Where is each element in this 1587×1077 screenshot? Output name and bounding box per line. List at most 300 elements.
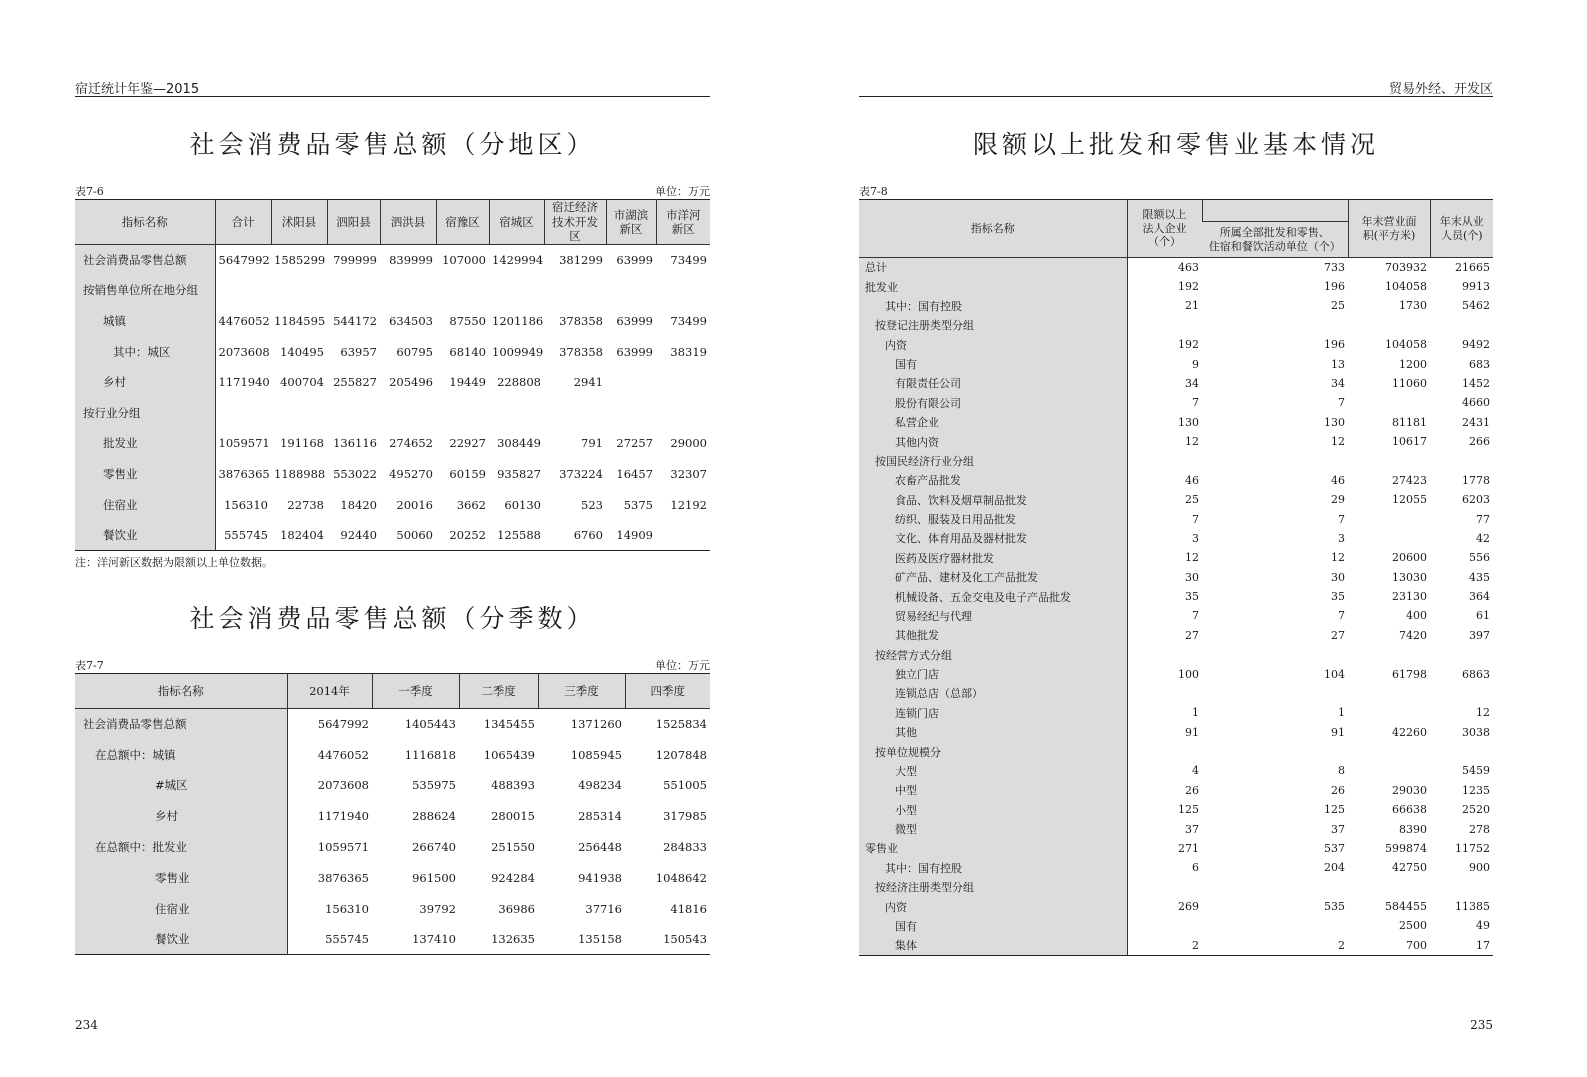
table2-row-label: 餐饮业: [75, 924, 287, 955]
table2-meta: [75, 657, 710, 673]
table2-cell: 961500: [412, 870, 456, 885]
table3-cell: 104058: [1385, 280, 1427, 294]
table2-row: [75, 801, 710, 832]
table3-cell: 125: [1178, 803, 1199, 817]
table3-cell: 599874: [1385, 841, 1427, 855]
table3-cell: [1202, 451, 1348, 470]
table3-cell: 91: [1331, 725, 1345, 739]
table3-row: [859, 316, 1493, 335]
table1-cell: 308449: [497, 436, 541, 451]
table3-cell: 27423: [1392, 473, 1427, 487]
table3-cell: 9492: [1462, 338, 1490, 352]
table3-header-staff: 年末从业 人员(个): [1430, 200, 1493, 258]
table3-row: [859, 413, 1493, 432]
table1-row: [75, 336, 710, 367]
table3-cell: 26: [1185, 783, 1199, 797]
table3-row-label: 按登记注册类型分组: [859, 316, 1127, 335]
table3-cell: 196: [1324, 280, 1345, 294]
table3-cell: [1348, 451, 1430, 470]
table3-cell: [1348, 761, 1430, 780]
table3-row-label: 其中：国有控股: [859, 296, 1127, 315]
table3-cell: 4660: [1462, 396, 1490, 410]
table2-cell: 555745: [325, 932, 369, 947]
table3-cell: [1430, 451, 1493, 470]
table1-row-label: 社会消费品零售总额: [75, 245, 215, 276]
table3-cell: [1127, 316, 1202, 335]
table3-row: [859, 529, 1493, 548]
table3-row: [859, 858, 1493, 877]
right-page: [793, 0, 1587, 1077]
table2-cell: 150543: [663, 932, 707, 947]
table3-cell: 2500: [1399, 919, 1427, 933]
table3-cell: 13: [1331, 357, 1345, 371]
table3-cell: 104: [1324, 667, 1345, 681]
table2-number: 表7-7: [75, 659, 104, 672]
table3-cell: 34: [1185, 376, 1199, 390]
table3-cell: 21: [1185, 299, 1199, 313]
table3-cell: 91: [1185, 725, 1199, 739]
table1-row: [75, 275, 710, 306]
table1-cell: 38319: [670, 344, 707, 359]
table3-cell: 30: [1185, 570, 1199, 584]
table3-cell: 364: [1469, 590, 1490, 604]
table3-cell: 9: [1192, 357, 1199, 371]
table3-cell: [1348, 684, 1430, 703]
table1-row: [75, 367, 710, 398]
table3-row-label: 贸易经纪与代理: [859, 606, 1127, 625]
table1-cell: 839999: [389, 253, 433, 268]
table3-cell: 556: [1469, 551, 1490, 565]
table1-cell: 73499: [670, 253, 707, 268]
table3-cell: 130: [1178, 415, 1199, 429]
table3-cell: 8: [1338, 764, 1345, 778]
table3-row: [859, 742, 1493, 761]
table2-row: [75, 924, 710, 955]
table3-cell: 23130: [1392, 590, 1427, 604]
table1-cell: [327, 397, 380, 428]
table3-cell: 100: [1178, 667, 1199, 681]
table1-cell: 2073608: [218, 344, 270, 359]
table3-cell: [1348, 645, 1430, 664]
table3-cell: 3038: [1462, 725, 1490, 739]
table3-row-label: 内资: [859, 897, 1127, 916]
table3-cell: 46: [1331, 473, 1345, 487]
table3-row: [859, 277, 1493, 296]
table3-cell: 700: [1406, 938, 1427, 952]
table1-cell: 6760: [573, 527, 603, 542]
table3-row: [859, 451, 1493, 470]
table1-cell: 19449: [449, 375, 486, 390]
table3-cell: 192: [1178, 338, 1199, 352]
header-rule-right: [859, 96, 1493, 97]
table3-row-label: 总计: [859, 258, 1127, 277]
table1-cell: 3662: [456, 497, 486, 512]
table1-cell: 27257: [616, 436, 653, 451]
table3-row: [859, 800, 1493, 819]
table1-cell: 495270: [389, 466, 433, 481]
table1-header-cell: 市湖滨 新区: [606, 200, 656, 245]
table1-cell: 16457: [616, 466, 653, 481]
table3-row: [859, 258, 1493, 277]
table1-cell: [380, 397, 436, 428]
table1-cell: 20016: [396, 497, 433, 512]
page-number-left: 234: [75, 1018, 98, 1032]
table3-cell: [1127, 684, 1202, 703]
table3-cell: 1: [1192, 706, 1199, 720]
table3-cell: 46: [1185, 473, 1199, 487]
table3-row-label: 农畜产品批发: [859, 471, 1127, 490]
table1-cell: 1429994: [492, 253, 544, 268]
table1-cell: 73499: [670, 313, 707, 328]
table2-row-label: #城区: [75, 770, 287, 801]
table2-cell: 1405443: [404, 717, 456, 732]
table2-cell: 1116818: [404, 747, 456, 762]
table3-cell: 7: [1338, 512, 1345, 526]
table1-title: 社会消费品零售总额（分地区）: [189, 130, 596, 159]
table3-row: [859, 626, 1493, 645]
table3-row: [859, 878, 1493, 897]
table3-cell: 27: [1185, 628, 1199, 642]
table2-cell: 132635: [491, 932, 535, 947]
table3-cell: 7: [1192, 609, 1199, 623]
table1-cell: 5375: [623, 497, 653, 512]
table3-cell: 104058: [1385, 338, 1427, 352]
table1-cell: 60159: [449, 466, 486, 481]
table3-cell: 900: [1469, 861, 1490, 875]
table3-row: [859, 781, 1493, 800]
table2-header-cell: 一季度: [372, 674, 459, 709]
table3-cell: 703932: [1385, 260, 1427, 274]
table2-cell: 37716: [585, 901, 622, 916]
table3-cell: 130: [1324, 415, 1345, 429]
table2-cell: 36986: [498, 901, 535, 916]
table3-header-blank: [1202, 200, 1348, 222]
table3-cell: 27: [1331, 628, 1345, 642]
table2-header-cell: 三季度: [538, 674, 625, 709]
table3-cell: 11060: [1392, 376, 1427, 390]
table3-cell: 37: [1331, 822, 1345, 836]
table2-cell: 1048642: [655, 870, 707, 885]
table3-row-label: 其他: [859, 723, 1127, 742]
table3-row: [859, 432, 1493, 451]
table1-cell: 107000: [442, 253, 486, 268]
table3-cell: [1430, 742, 1493, 761]
table1: [75, 199, 710, 551]
table3-cell: 12: [1185, 435, 1199, 449]
table3-row: [859, 684, 1493, 703]
table3-row: [859, 587, 1493, 606]
table3-row: [859, 548, 1493, 567]
table3-row: [859, 664, 1493, 683]
table3-cell: [1202, 645, 1348, 664]
table2-cell: 251550: [491, 840, 535, 855]
table1-row-label: 其中：城区: [75, 336, 215, 367]
table1-header-cell: 市洋河 新区: [656, 200, 710, 245]
table3-cell: 3: [1338, 531, 1345, 545]
table3-cell: 1235: [1462, 783, 1490, 797]
table2-cell: 135158: [578, 932, 622, 947]
table3-cell: 35: [1331, 590, 1345, 604]
table3-cell: 5459: [1462, 764, 1490, 778]
table2-header-cell: 四季度: [625, 674, 710, 709]
table3-row: [859, 354, 1493, 373]
table2-row-label: 零售业: [75, 862, 287, 893]
table2-row-label: 在总额中：城镇: [75, 739, 287, 770]
table1-cell: 3876365: [218, 466, 270, 481]
table3-cell: [1202, 878, 1348, 897]
table1-row: [75, 520, 710, 551]
table3-cell: 25: [1185, 493, 1199, 507]
table3-cell: 42260: [1392, 725, 1427, 739]
table1-number: 表7-6: [75, 185, 104, 198]
table1-cell: 274652: [389, 436, 433, 451]
table1-cell: 60795: [396, 344, 433, 359]
table1-cell: 791: [581, 436, 603, 451]
table3-row: [859, 509, 1493, 528]
table3-row-label: 其他内资: [859, 432, 1127, 451]
table3-header-name: 指标名称: [859, 200, 1127, 258]
table1-row-label: 零售业: [75, 459, 215, 490]
table1-cell: 255827: [333, 375, 377, 390]
table1-cell: [656, 520, 710, 551]
table3-cell: 1778: [1462, 473, 1490, 487]
table2-cell: 3876365: [317, 870, 369, 885]
table1-cell: 400704: [280, 375, 324, 390]
table3-cell: [1348, 393, 1430, 412]
table2-cell: 5647992: [317, 717, 369, 732]
table1-cell: 63999: [616, 344, 653, 359]
table3-row-label: 按经营方式分组: [859, 645, 1127, 664]
table3-cell: 17: [1476, 938, 1490, 952]
table3-cell: 66638: [1392, 803, 1427, 817]
table3-row-label: 大型: [859, 761, 1127, 780]
table1-cell: 634503: [389, 313, 433, 328]
table1-cell: 1188988: [274, 466, 326, 481]
table3-row-label: 文化、体育用品及器材批发: [859, 529, 1127, 548]
table3-cell: 35: [1185, 590, 1199, 604]
table1-cell: 22927: [449, 436, 486, 451]
table1-cell: 1171940: [218, 375, 270, 390]
table1-cell: 87550: [449, 313, 486, 328]
table3-row-label: 按经济注册类型分组: [859, 878, 1127, 897]
table1-cell: 523: [581, 497, 603, 512]
table3-row-label: 纺织、服装及日用品批发: [859, 509, 1127, 528]
table1-row-label: 按销售单位所在地分组: [75, 275, 215, 306]
table3-cell: 6863: [1462, 667, 1490, 681]
table1-cell: 1009949: [492, 344, 544, 359]
table3-cell: 584455: [1385, 900, 1427, 914]
table1-cell: [489, 397, 544, 428]
table3-row: [859, 916, 1493, 935]
table3-cell: [1348, 509, 1430, 528]
table1-cell: 14909: [616, 527, 653, 542]
table1-cell: [271, 397, 327, 428]
table1-header-cell: 宿豫区: [436, 200, 489, 245]
table3-meta: [859, 183, 1493, 199]
table3-cell: 12: [1185, 551, 1199, 565]
table3-row: [859, 471, 1493, 490]
table1-cell: [656, 397, 710, 428]
table3-header-units: 所属全部批发和零售、 住宿和餐饮活动单位（个）: [1202, 222, 1348, 258]
running-head-right: 贸易外经、开发区: [1388, 82, 1493, 97]
table3-cell: 11752: [1455, 841, 1490, 855]
table3-row-label: 其中：国有控股: [859, 858, 1127, 877]
table1-header-cell: 指标名称: [75, 200, 215, 245]
table3-row: [859, 819, 1493, 838]
table3-cell: 42: [1476, 531, 1490, 545]
table3-cell: 6: [1192, 861, 1199, 875]
table2-cell: 2073608: [317, 778, 369, 793]
table3-row-label: 国有: [859, 916, 1127, 935]
table3-cell: 20600: [1392, 551, 1427, 565]
table1-meta: [75, 183, 710, 199]
table3-row: [859, 393, 1493, 412]
table3-cell: 2520: [1462, 803, 1490, 817]
table1-cell: 378358: [559, 313, 603, 328]
table3-row-label: 中型: [859, 781, 1127, 800]
table3-row-label: 股份有限公司: [859, 393, 1127, 412]
table3-row-label: 内资: [859, 335, 1127, 354]
table2-cell: 137410: [412, 932, 456, 947]
table3-cell: 25: [1331, 299, 1345, 313]
table1-header-cell: 宿城区: [489, 200, 544, 245]
table1-cell: 799999: [333, 253, 377, 268]
table1-cell: 50060: [396, 527, 433, 542]
table1-cell: [606, 275, 656, 306]
table1-cell: 378358: [559, 344, 603, 359]
table2-cell: 1085945: [570, 747, 622, 762]
table2-cell: 924284: [491, 870, 535, 885]
table1-cell: [327, 275, 380, 306]
table3-cell: 81181: [1392, 415, 1427, 429]
table2-row: [75, 832, 710, 863]
table3-row-label: 国有: [859, 354, 1127, 373]
table3-cell: 3: [1192, 531, 1199, 545]
table3-cell: [1430, 645, 1493, 664]
table2: [75, 673, 710, 955]
table2-cell: 1525834: [655, 717, 707, 732]
table3-row: [859, 606, 1493, 625]
table1-row: [75, 306, 710, 337]
table3-cell: 400: [1406, 609, 1427, 623]
table1-cell: 92440: [340, 527, 377, 542]
table1-cell: [271, 275, 327, 306]
table1-row-label: 住宿业: [75, 489, 215, 520]
table3-cell: [1202, 684, 1348, 703]
table3-row: [859, 761, 1493, 780]
table3-cell: [1127, 916, 1202, 935]
table3-row: [859, 839, 1493, 858]
table3-cell: 204: [1324, 861, 1345, 875]
table2-row: [75, 893, 710, 924]
table1-row: [75, 459, 710, 490]
table2-header-cell: 指标名称: [75, 674, 287, 709]
table3-row-label: 集体: [859, 936, 1127, 955]
table3-cell: 2: [1338, 938, 1345, 952]
table1-cell: [215, 275, 271, 306]
table2-cell: 39792: [419, 901, 456, 916]
table3-title: 限额以上批发和零售业基本情况: [972, 130, 1379, 159]
table3-cell: 37: [1185, 822, 1199, 836]
table3-row-label: 小型: [859, 800, 1127, 819]
table1-cell: [489, 275, 544, 306]
table1-cell: 125588: [497, 527, 541, 542]
table2-cell: 551005: [663, 778, 707, 793]
table1-cell: [215, 397, 271, 428]
table3-row: [859, 335, 1493, 354]
table1-cell: [544, 275, 606, 306]
table3-cell: [1430, 684, 1493, 703]
table3-cell: 1: [1338, 706, 1345, 720]
table3-cell: 9913: [1462, 280, 1490, 294]
table2-cell: 1171940: [317, 809, 369, 824]
table1-cell: [380, 275, 436, 306]
table1-cell: 4476052: [218, 313, 270, 328]
table2-cell: 285314: [578, 809, 622, 824]
table2-cell: 498234: [578, 778, 622, 793]
table3-cell: 12: [1476, 706, 1490, 720]
table3-row-label: 连锁总店（总部）: [859, 684, 1127, 703]
table3-cell: 2: [1192, 938, 1199, 952]
table2-unit: 单位：万元: [655, 659, 710, 672]
table3-cell: 30: [1331, 570, 1345, 584]
table2-title: 社会消费品零售总额（分季数）: [189, 604, 596, 633]
table3-row: [859, 897, 1493, 916]
table2-cell: 266740: [412, 840, 456, 855]
table3-cell: 397: [1469, 628, 1490, 642]
table3-cell: 537: [1324, 841, 1345, 855]
table3-cell: 192: [1178, 280, 1199, 294]
table2-header-cell: 二季度: [459, 674, 538, 709]
table3-cell: 6203: [1462, 493, 1490, 507]
table3-cell: 125: [1324, 803, 1345, 817]
table1-row-label: 餐饮业: [75, 520, 215, 551]
table3-cell: 2431: [1462, 415, 1490, 429]
table1-cell: [606, 367, 656, 398]
table2-cell: 488393: [491, 778, 535, 793]
table1-unit: 单位：万元: [655, 185, 710, 198]
table3-row: [859, 703, 1493, 722]
table3-cell: [1127, 878, 1202, 897]
table2-row-label: 住宿业: [75, 893, 287, 924]
table3-cell: [1127, 742, 1202, 761]
table2-cell: 280015: [491, 809, 535, 824]
table3-cell: 733: [1324, 260, 1345, 274]
table3-cell: 7: [1192, 512, 1199, 526]
table3-row-label: 机械设备、五金交电及电子产品批发: [859, 587, 1127, 606]
table3-cell: 1452: [1462, 376, 1490, 390]
header-rule-left: [75, 96, 710, 97]
table3-row: [859, 645, 1493, 664]
table3-cell: [1202, 316, 1348, 335]
table3-cell: 12: [1331, 435, 1345, 449]
table1-cell: 12192: [670, 497, 707, 512]
table1-cell: 32307: [670, 466, 707, 481]
table1-cell: 63999: [616, 313, 653, 328]
table3: [859, 199, 1493, 956]
table1-cell: [656, 275, 710, 306]
table1-header-cell: 沭阳县: [271, 200, 327, 245]
table1-cell: 1059571: [218, 436, 270, 451]
table1-header-cell: 泗洪县: [380, 200, 436, 245]
table3-cell: 42750: [1392, 861, 1427, 875]
table3-cell: [1348, 878, 1430, 897]
table3-cell: 1730: [1399, 299, 1427, 313]
table1-cell: 182404: [280, 527, 324, 542]
table3-cell: 1200: [1399, 357, 1427, 371]
table3-row-label: 其他批发: [859, 626, 1127, 645]
table3-cell: 12055: [1392, 493, 1427, 507]
